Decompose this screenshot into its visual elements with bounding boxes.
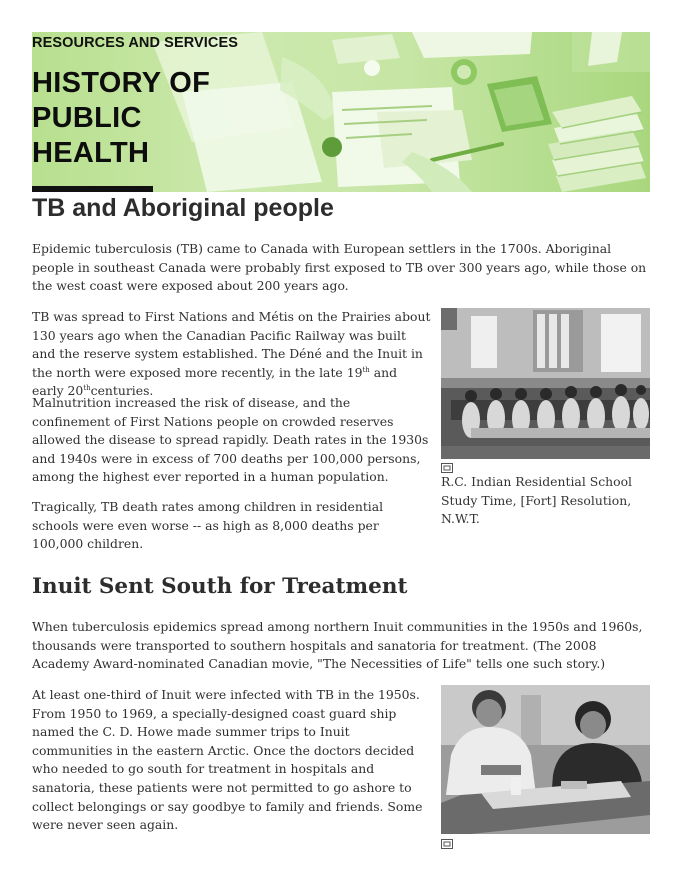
photo-image <box>441 308 650 459</box>
section1-paragraph-malnutrition: Malnutrition increased the risk of disease, and the confinement of First Nations people on crowded reserves allowed the disease to spread rapidly. Death rates in the 1930s and 1940s were in excess of 700 deaths per 100,000 persons, among the highest ever reported in a human population. <box>32 395 429 485</box>
banner-title-line: PUBLIC <box>32 102 142 134</box>
superscript: th <box>83 384 91 393</box>
title-underline-bar <box>32 186 153 192</box>
residential-school-photo[interactable] <box>441 308 650 459</box>
section1-paragraph-spread <box>32 308 432 401</box>
banner-title-line: HISTORY OF <box>32 67 211 99</box>
header-banner <box>32 32 650 192</box>
banner-kicker: RESOURCES AND SERVICES <box>32 35 239 51</box>
section-heading-inuit-south: Inuit Sent South for Treatment <box>32 574 408 599</box>
section2-paragraph-cd-howe: At least one-third of Inuit were infected with TB in the 1950s. From 1950 to 1969, a specially-designed coast guard ship named the C. D. Howe made summer trips to Inuit communities in the eastern Arctic. Once the doctors decided who needed to go south for treatment in hospitals and sanatoria, these patients were not permitted to go ashore to collect belongings or say goodbye to family and friends. Some were never seen again. <box>32 687 423 833</box>
photo-caption: R.C. Indian Residential School Study Time, [Fort] Resolution, N.W.T. <box>441 474 633 527</box>
expand-image-icon[interactable] <box>441 839 453 849</box>
section-heading-tb-aboriginal: TB and Aboriginal people <box>32 194 334 222</box>
inuit-patients-photo[interactable] <box>441 685 650 834</box>
section2-intro-paragraph: When tuberculosis epidemics spread among northern Inuit communities in the 1950s and 1960s, thousands were transported to southern hospitals and sanatoria for treatment. (The 2008 Academy Award-nominated Canadian movie, "The Necessities of Life" tells one such story.) <box>32 619 643 672</box>
banner-title <box>32 66 272 171</box>
paragraph-text: TB was spread to First Nations and Métis on the Prairies about 130 years ago when the Canadian Pacific Railway was built and the reserve system established. The Déné and the Inuit in the north were exposed more recently, in the late 19 <box>32 309 431 380</box>
banner-title-line: HEALTH <box>32 137 150 169</box>
section1-intro-paragraph: Epidemic tuberculosis (TB) came to Canada with European settlers in the 1700s. Aboriginal people in southeast Canada were probably first exposed to TB over 300 years ago, while those on the west coast were exposed about 200 years ago. <box>32 241 647 294</box>
photo-image <box>441 685 650 834</box>
expand-image-icon[interactable] <box>441 463 453 473</box>
superscript: th <box>362 365 370 374</box>
section1-paragraph-residential-schools: Tragically, TB death rates among children in residential schools were even worse -- as high as 8,000 deaths per 100,000 children. <box>32 499 384 552</box>
paragraph-text: centuries. <box>90 383 154 399</box>
paragraph-text: and early 20 <box>32 364 398 399</box>
